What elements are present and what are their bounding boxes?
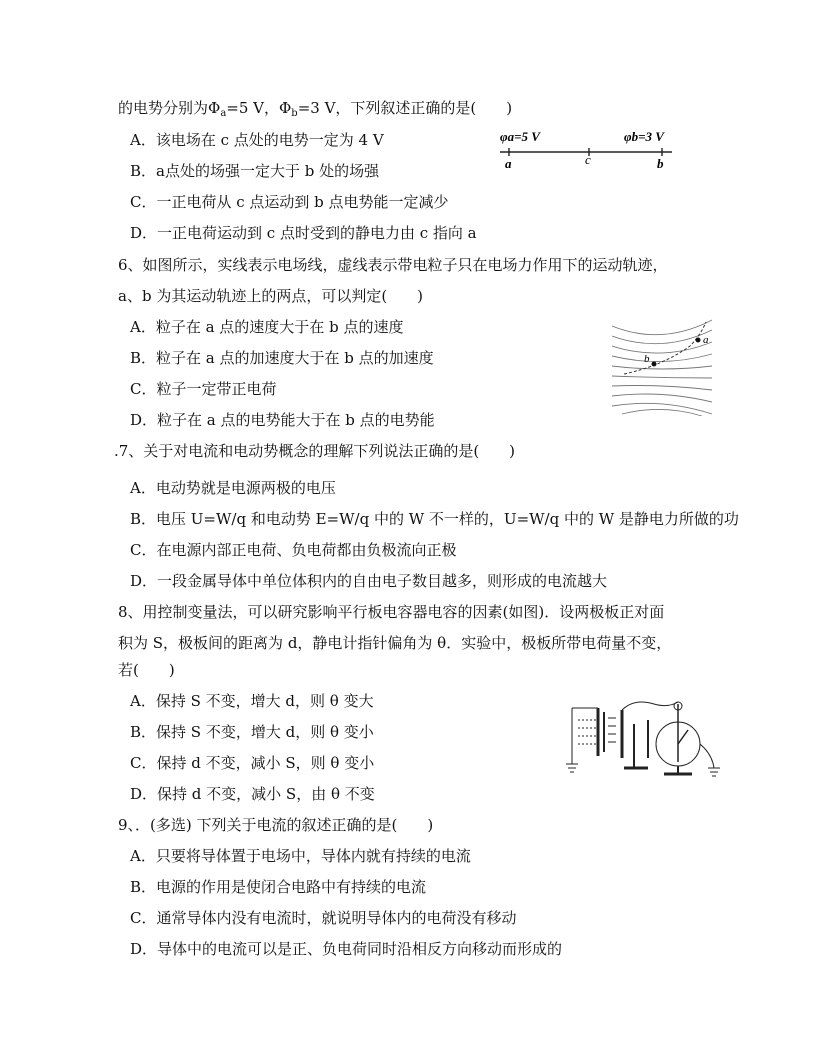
q7-stem: .7、关于对电流和电动势概念的理解下列说法正确的是( ) [114, 442, 516, 460]
q9-stem: 9、．(多选) 下列关于电流的叙述正确的是( ) [118, 816, 434, 834]
q9-option-c[interactable]: C．通常导体内没有电流时，就说明导体内的电荷没有移动 [130, 909, 517, 927]
q9-option-d[interactable]: D．导体中的电流可以是正、负电荷同时沿相反方向移动而形成的 [130, 940, 563, 958]
q8-option-c[interactable]: C．保持 d 不变，减小 S，则 θ 变小 [130, 754, 375, 772]
q7-option-c[interactable]: C．在电源内部正电荷、负电荷都由负极流向正极 [130, 541, 457, 559]
q8-stem-line-2: 积为 S，极板间的距离为 d，静电计指针偏角为 θ．实验中，极板所带电荷量不变， [118, 634, 672, 652]
q6-point-a: a [703, 334, 709, 346]
q5-label-phi-a: φa=5 V [500, 129, 540, 144]
q5-point-a: a [505, 156, 512, 171]
q7-option-b[interactable]: B．电压 U=W/q 和电动势 E=W/q 中的 W 不一样的，U=W/q 中的 W 是静电力所做的功 [130, 510, 739, 528]
q8-option-d[interactable]: D．保持 d 不变，减小 S，由 θ 不变 [130, 785, 375, 803]
q7-option-d[interactable]: D．一段金属导体中单位体积内的自由电子数目越多，则形成的电流越大 [130, 572, 608, 590]
q9-option-a[interactable]: A．只要将导体置于电场中，导体内就有持续的电流 [130, 847, 471, 865]
q5-option-c[interactable]: C．一正电荷从 c 点运动到 b 点电势能一定减少 [130, 193, 449, 211]
q5-stem: 的电势分别为$\Phi_a=5$ V，$\Phi_b=3$ V，下列叙述正确的是( ) [118, 99, 513, 119]
q5-option-b[interactable]: B．a点处的场强一定大于 b 处的场强 [130, 162, 380, 180]
q6-option-c[interactable]: C．粒子一定带正电荷 [130, 380, 277, 398]
q6-option-b[interactable]: B．粒子在 a 点的加速度大于在 b 点的加速度 [130, 349, 434, 367]
q8-stem-line-1: 8、用控制变量法，可以研究影响平行板电容器电容的因素(如图)．设两极板正对面 [118, 603, 665, 621]
q6-option-a[interactable]: A．粒子在 a 点的速度大于在 b 点的速度 [130, 318, 404, 336]
q8-capacitor-electrometer-figure [564, 694, 724, 784]
q9-option-b[interactable]: B．电源的作用是使闭合电路中有持续的电流 [130, 878, 427, 896]
q6-field-lines-figure [612, 318, 714, 416]
q5-potential-line-figure [496, 124, 676, 174]
q5-option-d[interactable]: D．一正电荷运动到 c 点时受到的静电力由 c 指向 a [130, 224, 477, 242]
q5-point-c: c [585, 152, 591, 167]
q7-option-a[interactable]: A．电动势就是电源两极的电压 [130, 479, 336, 497]
q5-label-phi-b: φb=3 V [624, 129, 664, 144]
q5-point-b: b [657, 156, 664, 171]
q6-stem-line-1: 6、如图所示，实线表示电场线，虚线表示带电粒子只在电场力作用下的运动轨迹， [118, 256, 668, 274]
q8-option-b[interactable]: B．保持 S 不变，增大 d，则 θ 变小 [130, 723, 374, 741]
q8-option-a[interactable]: A．保持 S 不变，增大 d，则 θ 变大 [130, 692, 374, 710]
q6-stem-line-2: a、b 为其运动轨迹上的两点，可以判定( ) [118, 287, 424, 305]
q6-option-d[interactable]: D．粒子在 a 点的电势能大于在 b 点的电势能 [130, 411, 435, 429]
q5-option-a[interactable]: A．该电场在 c 点处的电势一定为 4 V [130, 131, 384, 149]
q8-stem-line-3: 若( ) [118, 661, 175, 679]
q6-point-b: b [644, 353, 650, 365]
